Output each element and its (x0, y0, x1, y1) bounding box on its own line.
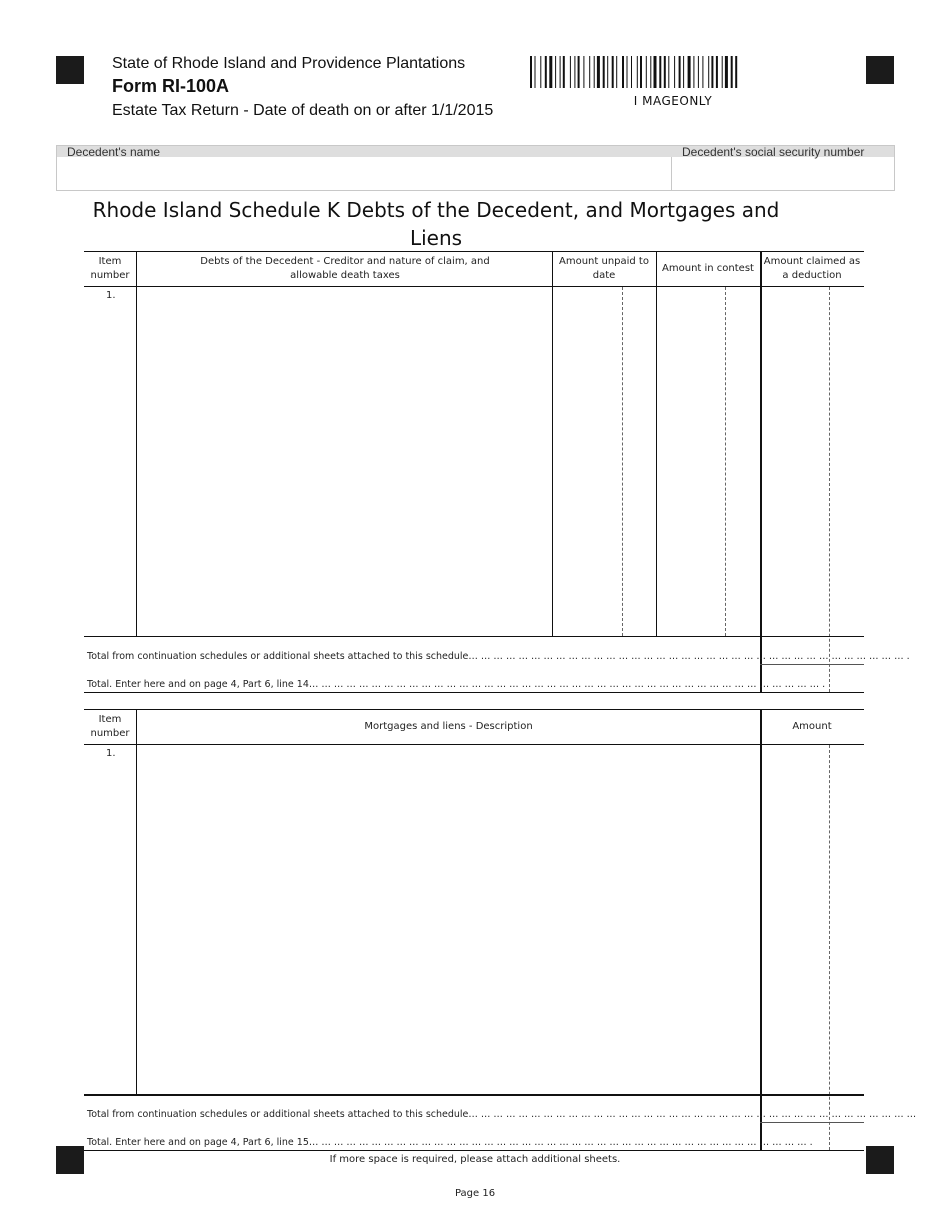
mortgages-total-label: Total. Enter here and on page 4, Part 6, line 15 (87, 1137, 309, 1148)
barcode (530, 56, 816, 88)
registration-mark-top-right (866, 56, 894, 84)
mortgages-amount-field[interactable] (762, 745, 864, 1093)
debts-col-item-number: Item number (90, 256, 130, 281)
debts-total-row: Total. Enter here and on page 4, Part 6, line 14… … … … … … … … … … … … … … … … … … … … … … … … … … … … … … … … … … … … … … … … … . (87, 679, 826, 690)
decedent-ssn-field[interactable] (675, 159, 893, 189)
decedent-name-label: Decedent's name (67, 145, 161, 159)
debts-continuation-amount-field[interactable] (762, 637, 864, 664)
debts-continuation-label: Total from continuation schedules or additional sheets attached to this schedule (87, 651, 469, 662)
decedent-ssn-label: Decedent's social security number (682, 145, 865, 159)
mortgages-total-row: Total. Enter here and on page 4, Part 6, line 15… … … … … … … … … … … … … … … … … … … … … … … … … … … … … … … … … … … … … … … … . (87, 1137, 813, 1148)
mortgages-continuation-row: Total from continuation schedules or additional sheets attached to this schedule… … … … … … … … … … … … … … … … … … … … … … … … … … … … … … … … … … … … (87, 1109, 917, 1120)
form-subtitle: Estate Tax Return - Date of death on or after 1/1/2015 (112, 102, 494, 119)
mortgages-continuation-amount-field[interactable] (762, 1096, 864, 1122)
debts-item-number: 1. (106, 290, 116, 301)
debts-total-amount-field[interactable] (762, 665, 864, 692)
decedent-info-box (56, 145, 895, 191)
debts-col-amount-unpaid: Amount unpaid to date (559, 256, 649, 281)
debts-col-description: Debts of the Decedent - Creditor and nature of claim, and allowable death taxes (200, 256, 490, 281)
debts-col-amount-claimed: Amount claimed as a deduction (763, 256, 861, 281)
debts-amount-unpaid-field[interactable] (553, 287, 655, 635)
footer-note: If more space is required, please attach additional sheets. (329, 1154, 621, 1165)
registration-mark-top-left (56, 56, 84, 84)
mortgages-total-amount-field[interactable] (762, 1123, 864, 1150)
schedule-title: Rhode Island Schedule K Debts of the Decedent, and Mortgages and Liens (92, 198, 780, 250)
debts-amount-claimed-field[interactable] (762, 287, 864, 635)
debts-continuation-row: Total from continuation schedules or additional sheets attached to this schedule… … … … … … … … … … … … … … … … … … … … … … … … … … … … … … … … … … … . (87, 651, 910, 662)
page-number: Page 16 (454, 1188, 496, 1199)
barcode-label: I MAGEONLY (633, 94, 713, 108)
mortgages-col-description: Mortgages and liens - Description (364, 721, 533, 732)
mortgages-col-item-number: Item number (90, 714, 130, 739)
mortgages-continuation-label: Total from continuation schedules or additional sheets attached to this schedule (87, 1109, 469, 1120)
mortgages-description-field[interactable] (137, 745, 759, 1093)
debts-amount-contest-field[interactable] (657, 287, 759, 635)
state-line: State of Rhode Island and Providence Plantations (112, 55, 466, 72)
form-name: Form RI-100A (112, 76, 230, 96)
mortgages-item-number: 1. (106, 748, 116, 759)
debts-description-field[interactable] (137, 287, 551, 635)
debts-col-amount-contest: Amount in contest (662, 263, 754, 274)
debts-total-label: Total. Enter here and on page 4, Part 6, line 14 (87, 679, 309, 690)
mortgages-col-amount: Amount (792, 721, 832, 732)
decedent-name-field[interactable] (59, 159, 667, 189)
